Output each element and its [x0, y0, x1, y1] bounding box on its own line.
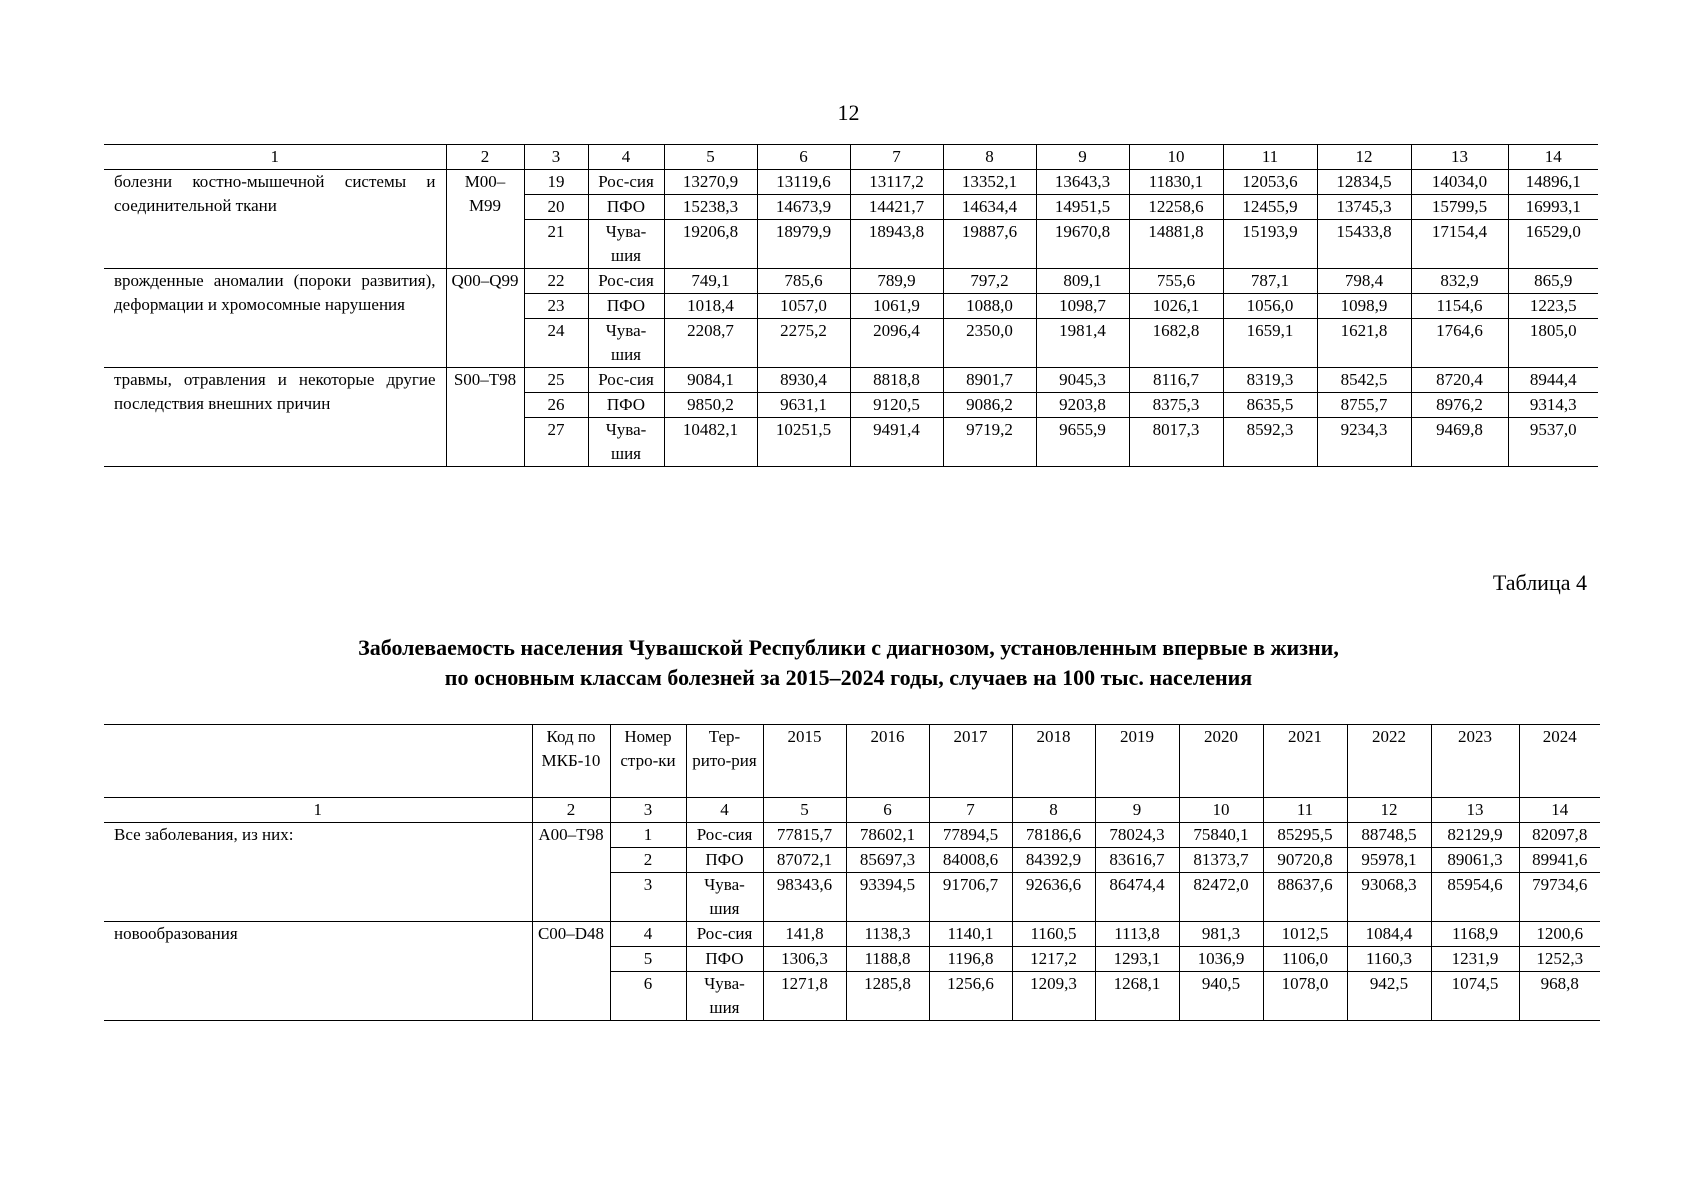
value-cell: 1231,9	[1431, 947, 1519, 972]
column-header: Тер-рито-рия	[686, 725, 763, 798]
page-number: 12	[837, 100, 860, 125]
column-number: 11	[1223, 145, 1317, 170]
column-number: 2	[532, 798, 610, 823]
row-number: 21	[524, 220, 588, 269]
value-cell: 10482,1	[664, 418, 757, 467]
value-cell: 14634,4	[943, 195, 1036, 220]
value-cell: 14421,7	[850, 195, 943, 220]
value-cell: 1271,8	[763, 972, 846, 1021]
value-cell: 19670,8	[1036, 220, 1129, 269]
value-cell: 1200,6	[1519, 922, 1600, 947]
value-cell: 1659,1	[1223, 319, 1317, 368]
value-cell: 16529,0	[1508, 220, 1598, 269]
column-number: 11	[1263, 798, 1347, 823]
value-cell: 1138,3	[846, 922, 929, 947]
value-cell: 9631,1	[757, 393, 850, 418]
value-cell: 9537,0	[1508, 418, 1598, 467]
table-title	[0, 633, 1697, 693]
column-number: 1	[104, 145, 446, 170]
column-number: 1	[104, 798, 532, 823]
table-row	[104, 170, 1598, 195]
value-cell: 78024,3	[1095, 823, 1179, 848]
value-cell: 2275,2	[757, 319, 850, 368]
value-cell: 77815,7	[763, 823, 846, 848]
column-header: 2023	[1431, 725, 1519, 798]
territory: Рос-сия	[588, 170, 664, 195]
disease-class-label: новообразования	[104, 922, 532, 1021]
row-number: 23	[524, 294, 588, 319]
value-cell: 16993,1	[1508, 195, 1598, 220]
value-cell: 9120,5	[850, 393, 943, 418]
value-cell: 1682,8	[1129, 319, 1223, 368]
disease-class-label: травмы, отравления и некоторые другие последствия внешних причин	[104, 368, 446, 467]
column-header: 2019	[1095, 725, 1179, 798]
value-cell: 13352,1	[943, 170, 1036, 195]
column-header: Номер стро-ки	[610, 725, 686, 798]
table-row	[104, 269, 1598, 294]
territory: Чува-шия	[686, 972, 763, 1021]
value-cell: 81373,7	[1179, 848, 1263, 873]
column-header: 2022	[1347, 725, 1431, 798]
value-cell: 1285,8	[846, 972, 929, 1021]
territory: ПФО	[588, 393, 664, 418]
value-cell: 89061,3	[1431, 848, 1519, 873]
column-header: 2018	[1012, 725, 1095, 798]
value-cell: 9850,2	[664, 393, 757, 418]
value-cell: 1026,1	[1129, 294, 1223, 319]
value-cell: 10251,5	[757, 418, 850, 467]
value-cell: 9469,8	[1411, 418, 1508, 467]
value-cell: 832,9	[1411, 269, 1508, 294]
value-cell: 1106,0	[1263, 947, 1347, 972]
column-number: 6	[757, 145, 850, 170]
value-cell: 865,9	[1508, 269, 1598, 294]
column-number: 13	[1431, 798, 1519, 823]
value-cell: 797,2	[943, 269, 1036, 294]
column-number: 3	[524, 145, 588, 170]
value-cell: 2208,7	[664, 319, 757, 368]
value-cell: 9314,3	[1508, 393, 1598, 418]
value-cell: 1805,0	[1508, 319, 1598, 368]
value-cell: 84392,9	[1012, 848, 1095, 873]
table-row	[104, 368, 1598, 393]
column-number: 8	[1012, 798, 1095, 823]
value-cell: 9084,1	[664, 368, 757, 393]
column-number: 7	[850, 145, 943, 170]
value-cell: 9045,3	[1036, 368, 1129, 393]
column-header: 2020	[1179, 725, 1263, 798]
value-cell: 14034,0	[1411, 170, 1508, 195]
value-cell: 1012,5	[1263, 922, 1347, 947]
value-cell: 1217,2	[1012, 947, 1095, 972]
territory: ПФО	[588, 294, 664, 319]
value-cell: 1140,1	[929, 922, 1012, 947]
value-cell: 11830,1	[1129, 170, 1223, 195]
territory: ПФО	[686, 848, 763, 873]
value-cell: 9719,2	[943, 418, 1036, 467]
value-cell: 9655,9	[1036, 418, 1129, 467]
value-cell: 8017,3	[1129, 418, 1223, 467]
icd-code: Q00–Q99	[446, 269, 524, 368]
value-cell: 1223,5	[1508, 294, 1598, 319]
column-number-row	[104, 798, 1600, 823]
value-cell: 1154,6	[1411, 294, 1508, 319]
value-cell: 12053,6	[1223, 170, 1317, 195]
territory: Рос-сия	[588, 269, 664, 294]
disease-table-continued	[104, 144, 1598, 467]
value-cell: 15433,8	[1317, 220, 1411, 269]
value-cell: 8720,4	[1411, 368, 1508, 393]
value-cell: 2350,0	[943, 319, 1036, 368]
row-number: 2	[610, 848, 686, 873]
value-cell: 1160,5	[1012, 922, 1095, 947]
value-cell: 8901,7	[943, 368, 1036, 393]
value-cell: 8375,3	[1129, 393, 1223, 418]
value-cell: 13119,6	[757, 170, 850, 195]
value-cell: 8755,7	[1317, 393, 1411, 418]
row-number: 25	[524, 368, 588, 393]
column-header: Код по МКБ-10	[532, 725, 610, 798]
disease-class-label: болезни костно-мышечной системы и соединительной ткани	[104, 170, 446, 269]
value-cell: 8116,7	[1129, 368, 1223, 393]
row-number: 19	[524, 170, 588, 195]
value-cell: 17154,4	[1411, 220, 1508, 269]
icd-code: C00–D48	[532, 922, 610, 1021]
value-cell: 87072,1	[763, 848, 846, 873]
value-cell: 141,8	[763, 922, 846, 947]
column-number: 12	[1347, 798, 1431, 823]
value-cell: 15193,9	[1223, 220, 1317, 269]
value-cell: 1293,1	[1095, 947, 1179, 972]
icd-code: S00–T98	[446, 368, 524, 467]
value-cell: 1018,4	[664, 294, 757, 319]
territory: ПФО	[588, 195, 664, 220]
value-cell: 1113,8	[1095, 922, 1179, 947]
value-cell: 9491,4	[850, 418, 943, 467]
value-cell: 8592,3	[1223, 418, 1317, 467]
value-cell: 98343,6	[763, 873, 846, 922]
value-cell: 1764,6	[1411, 319, 1508, 368]
column-header-row	[104, 725, 1600, 798]
column-header: 2021	[1263, 725, 1347, 798]
value-cell: 19206,8	[664, 220, 757, 269]
value-cell: 93394,5	[846, 873, 929, 922]
value-cell: 8976,2	[1411, 393, 1508, 418]
value-cell: 85697,3	[846, 848, 929, 873]
incidence-table	[104, 724, 1600, 1021]
row-number: 27	[524, 418, 588, 467]
value-cell: 942,5	[1347, 972, 1431, 1021]
column-number: 5	[664, 145, 757, 170]
value-cell: 13643,3	[1036, 170, 1129, 195]
icd-code: A00–T98	[532, 823, 610, 922]
value-cell: 77894,5	[929, 823, 1012, 848]
icd-code: M00–M99	[446, 170, 524, 269]
value-cell: 90720,8	[1263, 848, 1347, 873]
value-cell: 9234,3	[1317, 418, 1411, 467]
value-cell: 8635,5	[1223, 393, 1317, 418]
value-cell: 1268,1	[1095, 972, 1179, 1021]
value-cell: 1621,8	[1317, 319, 1411, 368]
column-number: 12	[1317, 145, 1411, 170]
value-cell: 1252,3	[1519, 947, 1600, 972]
value-cell: 2096,4	[850, 319, 943, 368]
row-number: 1	[610, 823, 686, 848]
value-cell: 1084,4	[1347, 922, 1431, 947]
row-number: 6	[610, 972, 686, 1021]
column-number: 4	[588, 145, 664, 170]
row-number: 26	[524, 393, 588, 418]
value-cell: 981,3	[1179, 922, 1263, 947]
value-cell: 14673,9	[757, 195, 850, 220]
row-number: 22	[524, 269, 588, 294]
value-cell: 1981,4	[1036, 319, 1129, 368]
value-cell: 82097,8	[1519, 823, 1600, 848]
column-header: 2016	[846, 725, 929, 798]
column-number: 9	[1036, 145, 1129, 170]
value-cell: 86474,4	[1095, 873, 1179, 922]
territory: Чува-шия	[588, 418, 664, 467]
value-cell: 1088,0	[943, 294, 1036, 319]
column-header	[104, 725, 532, 798]
value-cell: 8542,5	[1317, 368, 1411, 393]
column-header: 2024	[1519, 725, 1600, 798]
value-cell: 8818,8	[850, 368, 943, 393]
column-number: 2	[446, 145, 524, 170]
territory: Чува-шия	[588, 319, 664, 368]
territory: Чува-шия	[686, 873, 763, 922]
value-cell: 84008,6	[929, 848, 1012, 873]
value-cell: 1160,3	[1347, 947, 1431, 972]
table-title-line-2: по основным классам болезней за 2015–2024 годы, случаев на 100 тыс. населения	[444, 665, 1253, 690]
column-number: 3	[610, 798, 686, 823]
value-cell: 75840,1	[1179, 823, 1263, 848]
value-cell: 787,1	[1223, 269, 1317, 294]
value-cell: 1078,0	[1263, 972, 1347, 1021]
value-cell: 8944,4	[1508, 368, 1598, 393]
value-cell: 82129,9	[1431, 823, 1519, 848]
disease-class-label: врожденные аномалии (пороки развития), деформации и хромосомные нарушения	[104, 269, 446, 368]
value-cell: 15799,5	[1411, 195, 1508, 220]
value-cell: 1098,9	[1317, 294, 1411, 319]
value-cell: 88637,6	[1263, 873, 1347, 922]
value-cell: 19887,6	[943, 220, 1036, 269]
value-cell: 1196,8	[929, 947, 1012, 972]
column-number: 6	[846, 798, 929, 823]
row-number: 4	[610, 922, 686, 947]
value-cell: 78602,1	[846, 823, 929, 848]
value-cell: 785,6	[757, 269, 850, 294]
value-cell: 755,6	[1129, 269, 1223, 294]
value-cell: 85295,5	[1263, 823, 1347, 848]
value-cell: 9203,8	[1036, 393, 1129, 418]
value-cell: 8930,4	[757, 368, 850, 393]
value-cell: 1057,0	[757, 294, 850, 319]
value-cell: 8319,3	[1223, 368, 1317, 393]
value-cell: 15238,3	[664, 195, 757, 220]
value-cell: 1061,9	[850, 294, 943, 319]
value-cell: 83616,7	[1095, 848, 1179, 873]
value-cell: 12834,5	[1317, 170, 1411, 195]
value-cell: 940,5	[1179, 972, 1263, 1021]
value-cell: 79734,6	[1519, 873, 1600, 922]
value-cell: 12258,6	[1129, 195, 1223, 220]
value-cell: 1188,8	[846, 947, 929, 972]
disease-class-label: Все заболевания, из них:	[114, 825, 294, 844]
value-cell: 88748,5	[1347, 823, 1431, 848]
value-cell: 1306,3	[763, 947, 846, 972]
column-number: 10	[1179, 798, 1263, 823]
value-cell: 89941,6	[1519, 848, 1600, 873]
value-cell: 1209,3	[1012, 972, 1095, 1021]
table-row	[104, 922, 1600, 947]
value-cell: 82472,0	[1179, 873, 1263, 922]
territory: Рос-сия	[686, 922, 763, 947]
value-cell: 13117,2	[850, 170, 943, 195]
value-cell: 809,1	[1036, 269, 1129, 294]
row-number: 5	[610, 947, 686, 972]
value-cell: 14881,8	[1129, 220, 1223, 269]
value-cell: 1074,5	[1431, 972, 1519, 1021]
territory: Чува-шия	[588, 220, 664, 269]
value-cell: 18979,9	[757, 220, 850, 269]
table-row	[104, 823, 1600, 848]
value-cell: 968,8	[1519, 972, 1600, 1021]
value-cell: 1168,9	[1431, 922, 1519, 947]
territory: Рос-сия	[588, 368, 664, 393]
value-cell: 9086,2	[943, 393, 1036, 418]
value-cell: 798,4	[1317, 269, 1411, 294]
value-cell: 12455,9	[1223, 195, 1317, 220]
value-cell: 1056,0	[1223, 294, 1317, 319]
column-number: 13	[1411, 145, 1508, 170]
column-number: 14	[1508, 145, 1598, 170]
territory: ПФО	[686, 947, 763, 972]
row-number: 20	[524, 195, 588, 220]
value-cell: 85954,6	[1431, 873, 1519, 922]
value-cell: 789,9	[850, 269, 943, 294]
column-number: 14	[1519, 798, 1600, 823]
value-cell: 749,1	[664, 269, 757, 294]
value-cell: 14896,1	[1508, 170, 1598, 195]
value-cell: 14951,5	[1036, 195, 1129, 220]
value-cell: 91706,7	[929, 873, 1012, 922]
table-caption: Таблица 4	[1492, 570, 1587, 595]
column-number: 8	[943, 145, 1036, 170]
value-cell: 18943,8	[850, 220, 943, 269]
column-number: 10	[1129, 145, 1223, 170]
column-number-row	[104, 145, 1598, 170]
value-cell: 1256,6	[929, 972, 1012, 1021]
column-number: 4	[686, 798, 763, 823]
value-cell: 92636,6	[1012, 873, 1095, 922]
territory: Рос-сия	[686, 823, 763, 848]
value-cell: 78186,6	[1012, 823, 1095, 848]
column-number: 7	[929, 798, 1012, 823]
column-number: 9	[1095, 798, 1179, 823]
table-title-line-1: Заболеваемость населения Чувашской Республики с диагнозом, установленным впервые в жизни,	[358, 635, 1339, 660]
value-cell: 93068,3	[1347, 873, 1431, 922]
value-cell: 13270,9	[664, 170, 757, 195]
row-number: 24	[524, 319, 588, 368]
value-cell: 95978,1	[1347, 848, 1431, 873]
row-number: 3	[610, 873, 686, 922]
column-header: 2015	[763, 725, 846, 798]
value-cell: 13745,3	[1317, 195, 1411, 220]
value-cell: 1036,9	[1179, 947, 1263, 972]
column-header: 2017	[929, 725, 1012, 798]
value-cell: 1098,7	[1036, 294, 1129, 319]
column-number: 5	[763, 798, 846, 823]
